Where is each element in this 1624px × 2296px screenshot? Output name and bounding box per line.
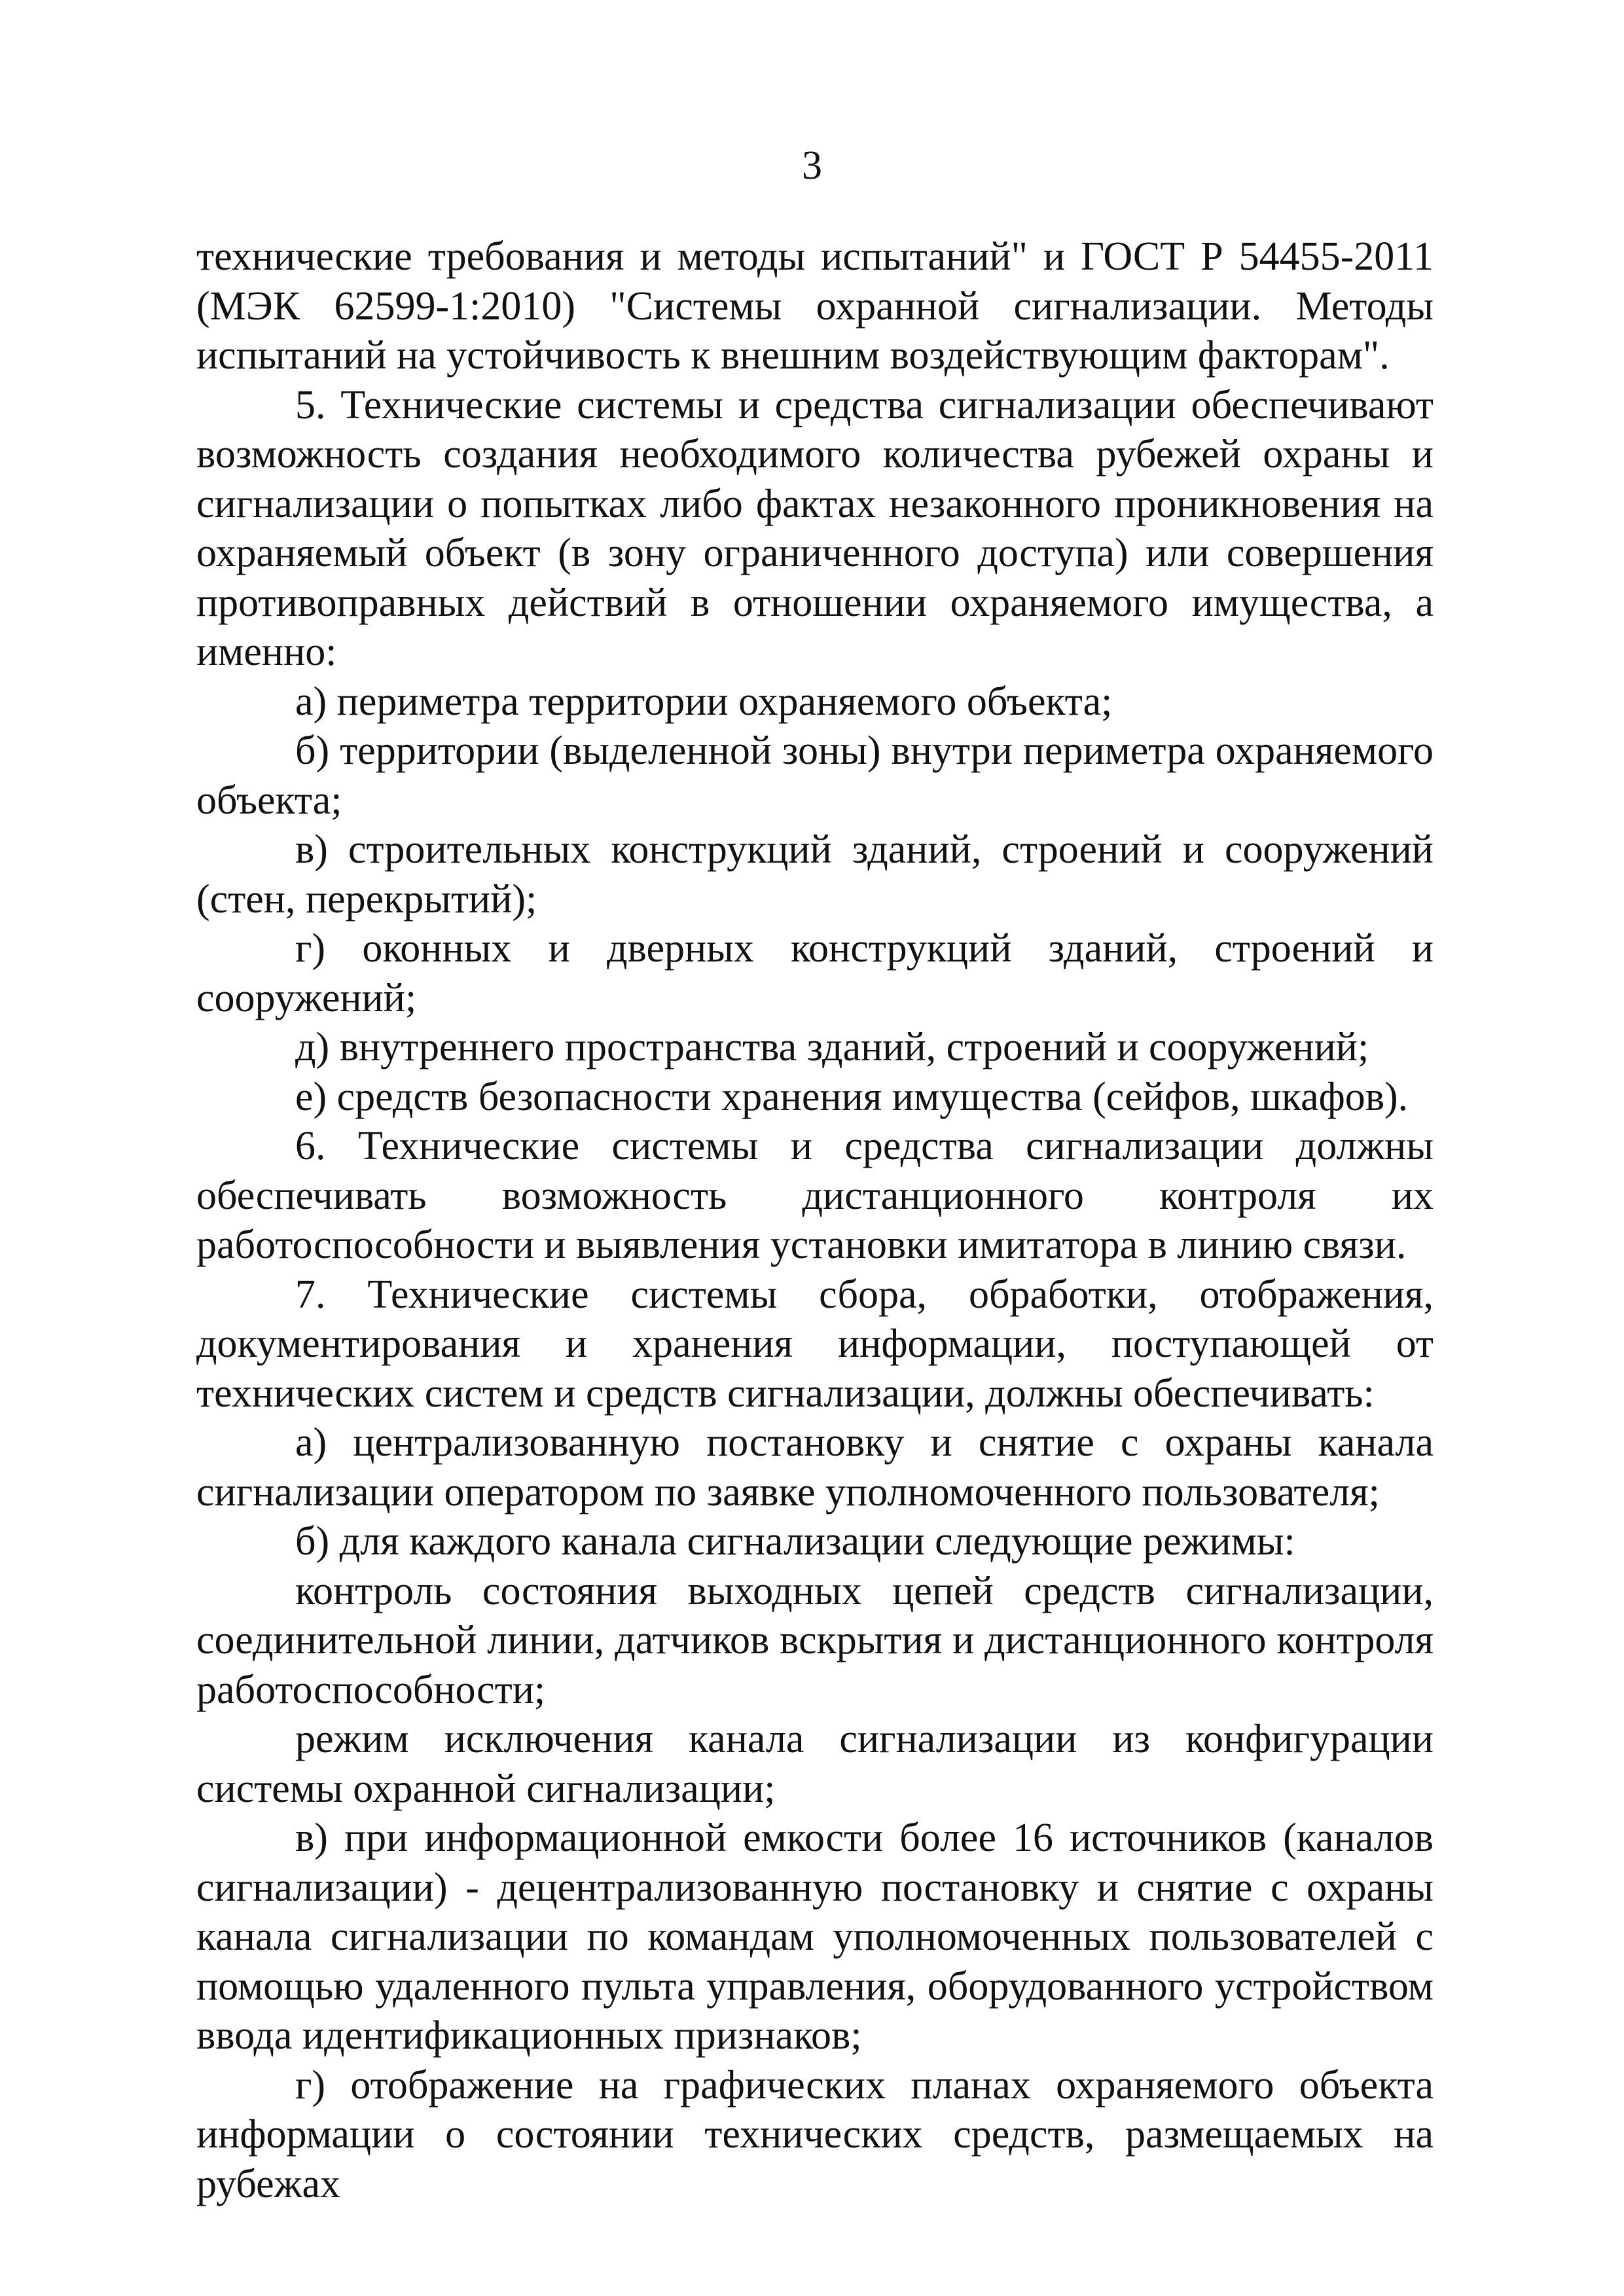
paragraph-item-5d: д) внутреннего пространства зданий, строений и сооружений; <box>295 1025 1369 1069</box>
paragraph-item-5g: г) оконных и дверных конструкций зданий, строений и сооружений; <box>196 926 1434 1020</box>
paragraph-item-7g: г) отображение на графических планах охраняемого объекта информации о состоянии технических средств, размещаемых на рубежах <box>196 2062 1434 2206</box>
paragraph-item-5v: в) строительных конструкций зданий, строений и сооружений (стен, перекрытий); <box>196 827 1434 922</box>
paragraph-item-7a: а) централизованную постановку и снятие с охраны канала сигнализации оператором по заявке уполномоченного пользователя; <box>196 1420 1434 1515</box>
paragraph-item-5a: а) периметра территории охраняемого объекта; <box>295 679 1113 724</box>
paragraph-item-7b: б) для каждого канала сигнализации следующие режимы: <box>295 1519 1295 1564</box>
paragraph-item-5: 5. Технические системы и средства сигнализации обеспечивают возможность создания необходимого количества рубежей охраны и сигнализации о попытках либо фактах незаконного проникновения на охраняемый объект (в зону ограниченного доступа) или совершения противоправных действий в отношении охраняемого имущества, а именно: <box>196 382 1434 674</box>
paragraph-item-7v: в) при информационной емкости более 16 источников (каналов сигнализации) - децентрализованную постановку и снятие с охраны канала сигнализации по командам уполномоченных пользователей с помощью удаленного пульта управления, оборудованного устройством ввода идентификационных признаков; <box>196 1816 1434 2058</box>
paragraph-item-5e: е) средств безопасности хранения имущества (сейфов, шкафов). <box>295 1074 1409 1119</box>
paragraph-item-6: 6. Технические системы и средства сигнализации должны обеспечивать возможность дистанционного контроля их работоспособности и выявления установки имитатора в линию связи. <box>196 1124 1434 1267</box>
document-body <box>196 232 1434 2209</box>
paragraph-item-7: 7. Технические системы сбора, обработки, отображения, документирования и хранения информации, поступающей от технических систем и средств сигнализации, должны обеспечивать: <box>196 1272 1434 1416</box>
paragraph-item-5b: б) территории (выделенной зоны) внутри периметра охраняемого объекта; <box>196 728 1434 823</box>
paragraph-continuation: технические требования и методы испытаний" и ГОСТ Р 54455-2011 (МЭК 62599-1:2010) "Системы охранной сигнализации. Методы испытаний на устойчивость к внешним воздействующим факторам". <box>196 234 1434 378</box>
paragraph-item-7b-mode-2: режим исключения канала сигнализации из конфигурации системы охранной сигнализации; <box>196 1717 1434 1811</box>
paragraph-item-7b-mode-1: контроль состояния выходных цепей средств сигнализации, соединительной линии, датчиков вскрытия и дистанционного контроля работоспособности; <box>196 1568 1434 1712</box>
page-number: 3 <box>802 143 822 188</box>
